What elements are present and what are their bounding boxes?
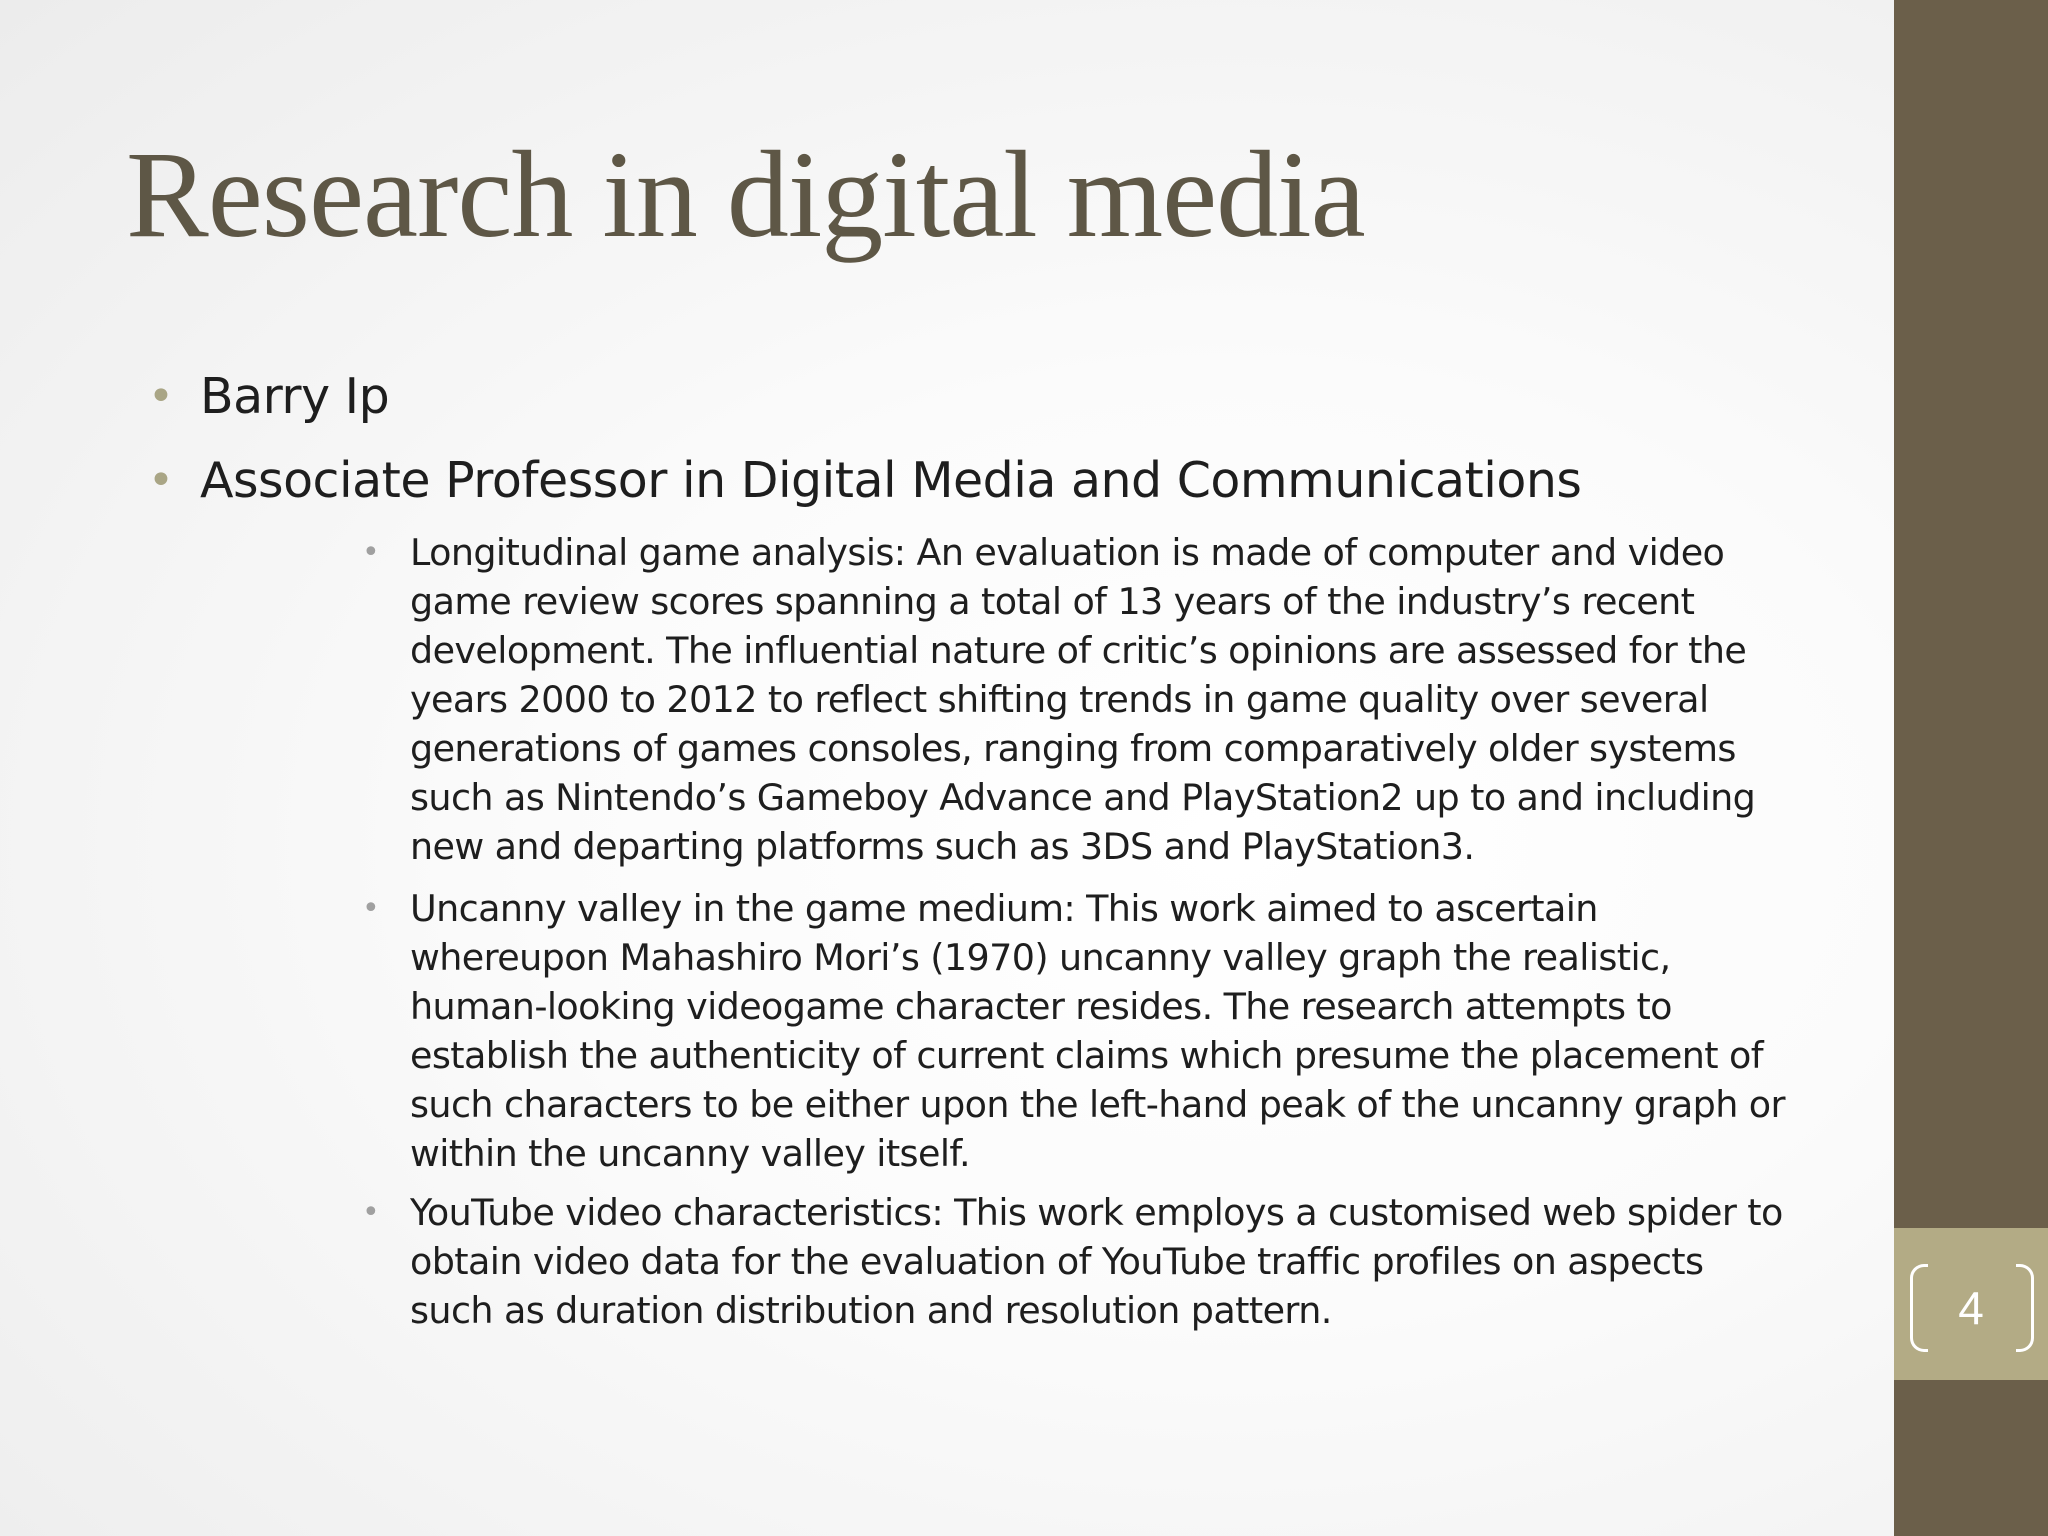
bullet-item [148, 450, 1850, 512]
sub-bullet-text: Uncanny valley in the game medium: This work aimed to ascertain whereupon Mahashiro Mori’s (1970) uncanny valley graph the realistic, human-looking videogame character resides. The research attempts to establish the authenticity of current claims which presume the placement of such characters to be either upon the left-hand peak of the uncanny graph or within the uncanny valley itself. [410, 887, 1785, 1175]
sub-bullet-marker: • [362, 1195, 380, 1230]
sub-bullet-marker: • [362, 891, 380, 926]
sub-bullet-item [362, 884, 1790, 1178]
page-number-badge [1894, 1228, 2048, 1380]
sub-bullet-item [362, 528, 1790, 871]
bullet-text: Barry Ip [200, 368, 390, 425]
sub-bullet-text: Longitudinal game analysis: An evaluation is made of computer and video game review scores spanning a total of 13 years of the industry’s recent development. The influential nature of critic’s opinions are assessed for the years 2000 to 2012 to reflect shifting trends in game quality over several generations of games consoles, ranging from comparatively older systems such as Nintendo’s Gameboy Advance and PlayStation2 up to and including new and departing platforms such as 3DS and PlayStation3. [410, 531, 1756, 868]
slide-title: Research in digital media [126, 126, 1365, 263]
bullet-marker: • [148, 371, 174, 422]
sub-bullet-marker: • [362, 535, 380, 570]
bullet-text: Associate Professor in Digital Media and Communications [200, 452, 1582, 509]
bullet-marker: • [148, 455, 174, 506]
bullet-item [148, 366, 1850, 428]
sub-bullet-text: YouTube video characteristics: This work employs a customised web spider to obtain video data for the evaluation of YouTube traffic profiles on aspects such as duration distribution and resolution pattern. [410, 1191, 1783, 1332]
page-number: 4 [1958, 1282, 1984, 1334]
sub-bullet-item [362, 1188, 1790, 1335]
